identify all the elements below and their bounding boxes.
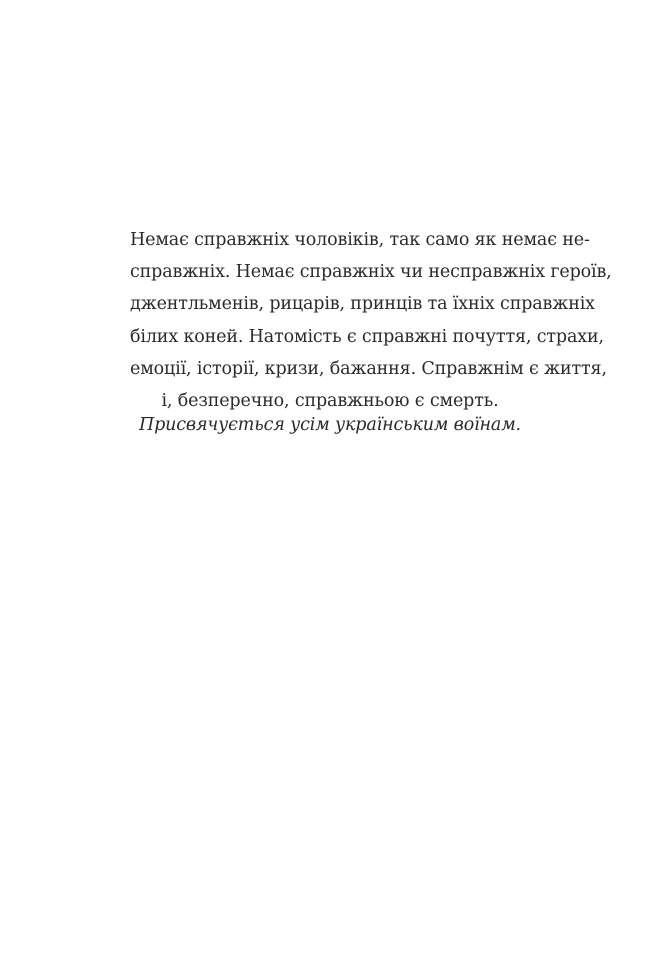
epigraph-line: джентльменів, рицарів, принців та їхніх справжніх [130,294,595,315]
epigraph-line: білих коней. Натомість є справжні почуття, страхи, [130,326,604,347]
dedication-text: Присвячується усім українським воїнам. [139,415,521,435]
epigraph-line: справжніх. Немає справжніх чи несправжніх героїв, [130,262,612,283]
epigraph-line: емоції, історії, кризи, бажання. Справжнім є життя, [130,358,607,379]
epigraph-line: Немає справжніх чоловіків, так само як немає не- [130,230,590,250]
epigraph-paragraph [130,224,612,417]
epigraph-line: і, безперечно, справжньою є смерть. [161,391,499,412]
